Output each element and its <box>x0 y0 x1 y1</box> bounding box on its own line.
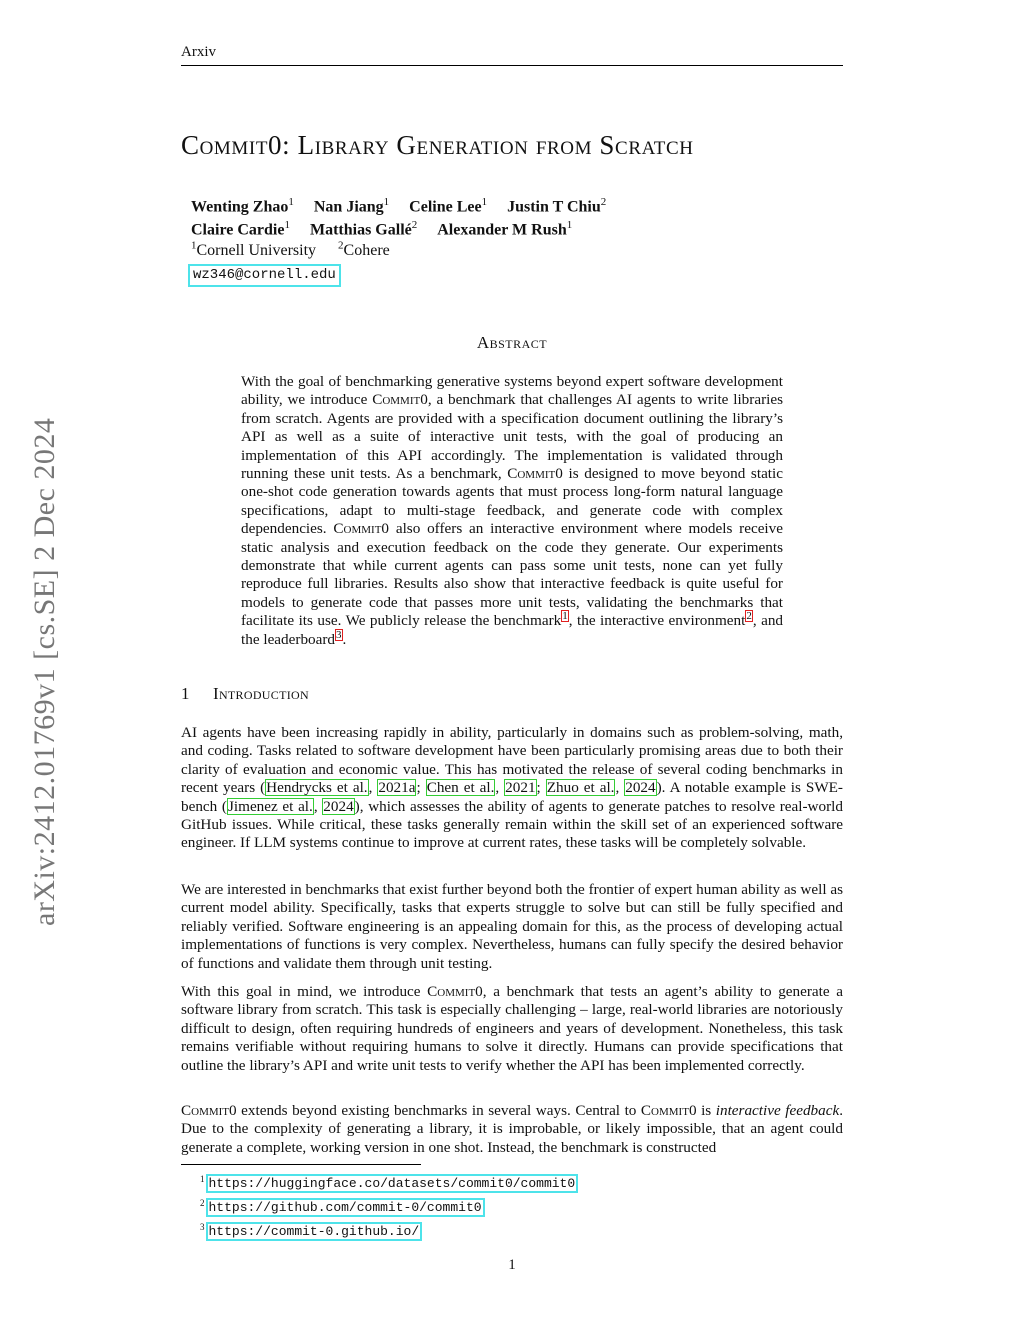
citation-link[interactable]: Chen et al. <box>426 779 495 797</box>
footnote-ref-3[interactable]: 3 <box>336 628 342 641</box>
benchmark-name: Commit0 <box>640 1102 697 1119</box>
section-title: Introduction <box>213 684 309 703</box>
arxiv-side-stamp: arXiv:2412.01769v1 [cs.SE] 2 Dec 2024 <box>28 417 61 926</box>
intro-paragraph-4: Commit0 extends beyond existing benchmarks in several ways. Central to Commit0 is interactive feedback. Due to the complexity of generating a library, it is improbable, or likely impossible, that an agent could generate a complete, working version in one shot. Instead, the benchmark is constructed <box>181 1102 844 1156</box>
intro-paragraph-2: We are interested in benchmarks that exist further beyond both the frontier of expert human ability as well as current model ability. Specifically, tasks that experts struggle to solve but can still be fully specified and reliably verified. Software engineering is an appealing domain for this, as the process of developing actual implementations of functions is very complex. Nevertheless, humans can fully specify the desired behavior of functions and validate them through unit testing. <box>181 881 843 972</box>
citation-link[interactable]: Zhuo et al. <box>546 779 615 797</box>
author: Justin T Chiu$^2$ <box>507 196 607 216</box>
paper-title: Commit0: Library Generation from Scratch <box>181 130 694 160</box>
author-block <box>191 193 626 240</box>
affiliations <box>191 240 408 260</box>
author: Matthias Gallé$^2$ <box>309 219 418 239</box>
footnote-url-link[interactable]: https://commit-0.github.io/ <box>206 1222 423 1241</box>
affiliation: $^1$Cornell University <box>191 240 317 260</box>
author: Claire Cardie$^1$ <box>191 219 290 239</box>
benchmark-name: Commit0 <box>427 983 483 1000</box>
footnote-url-link[interactable]: https://huggingface.co/datasets/commit0/commit0 <box>206 1174 579 1193</box>
citation-link[interactable]: 2021 <box>505 779 536 797</box>
footnote-url-link[interactable]: https://github.com/commit-0/commit0 <box>206 1198 485 1217</box>
author-line-2 <box>191 216 626 239</box>
benchmark-name: Commit0 <box>333 520 390 538</box>
citation-link[interactable]: 2021a <box>378 779 416 797</box>
footnote-ref-1[interactable]: 1 <box>562 610 568 623</box>
abstract-heading: Abstract <box>476 333 548 352</box>
footnote-rule <box>181 1164 421 1165</box>
intro-paragraph-1: AI agents have been increasing rapidly in ability, particularly in domains such as problem-solving, math, and coding. Tasks related to software development have been particularly promising areas due to both their clarity of evaluation and economic value. This has motivated the release of several coding benchmarks in recent years (Hendrycks et al., 2021a; Chen et al., 2021; Zhuo et al., 2024). A notable example is SWE-bench (Jimenez et al., 2024), which assesses the ability of agents to generate patches to resolve real-world GitHub issues. While critical, these tasks generally remain within the skill set of an experienced software engineer. If LLM systems continue to improve at current rates, these tasks will be completely solvable. <box>181 724 843 852</box>
citation-link[interactable]: Jimenez et al. <box>228 797 313 815</box>
footnotes <box>200 1170 578 1241</box>
footnote-1: $^1$ https://huggingface.co/datasets/commit0/commit0 <box>200 1170 578 1194</box>
email-link[interactable]: wz346@cornell.edu <box>188 264 341 287</box>
running-head: Arxiv <box>181 44 216 60</box>
footnote-ref-2[interactable]: 2 <box>746 610 752 623</box>
footnote-3: $^3$ https://commit-0.github.io/ <box>200 1218 578 1242</box>
citation-link[interactable]: Hendrycks et al. <box>266 779 368 797</box>
author: Nan Jiang$^1$ <box>313 196 390 216</box>
author-line-1 <box>191 193 626 216</box>
section-number: 1 <box>181 684 190 703</box>
author: Alexander M Rush$^1$ <box>437 219 573 239</box>
benchmark-name: Commit0 <box>507 465 563 483</box>
benchmark-name: Commit0 <box>372 391 428 409</box>
affiliation: $^2$Cohere <box>338 240 390 260</box>
abstract-body: With the goal of benchmarking generative systems beyond expert software development ability, we introduce Commit0, a benchmark that challenges AI agents to write libraries from scratch. Agents are provided with a specification document outlining the library’s API as well as a suite of interactive unit tests, with the goal of producing an implementation of this API accordingly. The implementation is validated through running these unit tests. As a benchmark, Commit0 is designed to move beyond static one-shot code generation towards agents that must process long-form natural language specifications, adapt to multi-stage feedback, and generate code with complex dependencies. Commit0 also offers an interactive environment where models receive static analysis and execution feedback on the code they generate. Our experiments demonstrate that while current agents can pass some unit tests, none can yet fully reproduce full libraries. Results also show that interactive feedback is quite useful for models to generate code that passes more unit tests, validating the benchmarks that facilitate its use. We publicly release the benchmark$^1$, the interactive environment$^2$, and the leaderboard$^3$. <box>241 373 784 648</box>
citation-link[interactable]: 2024 <box>323 797 354 815</box>
intro-paragraph-3: With this goal in mind, we introduce Commit0, a benchmark that tests an agent’s ability to generate a software library from scratch. This task is especially challenging – large, real-world libraries are notoriously difficult to design, often requiring hundreds of engineers and years of development. Nonetheless, this task remains verifiable without requiring humans to solve it directly. Humans can provide specifications that outline the library’s API and write unit tests to verify whether the API has been implemented correctly. <box>181 983 843 1074</box>
benchmark-name: Commit0 <box>181 1102 237 1119</box>
author: Wenting Zhao$^1$ <box>191 196 294 216</box>
emphasis: interactive feedback <box>715 1102 840 1119</box>
page-number: 1 <box>508 1257 516 1273</box>
citation-link[interactable]: 2024 <box>625 779 656 797</box>
section-heading-introduction <box>181 684 309 704</box>
footnote-2: $^2$ https://github.com/commit-0/commit0 <box>200 1194 578 1218</box>
header-rule <box>181 65 843 66</box>
author: Celine Lee$^1$ <box>409 196 488 216</box>
